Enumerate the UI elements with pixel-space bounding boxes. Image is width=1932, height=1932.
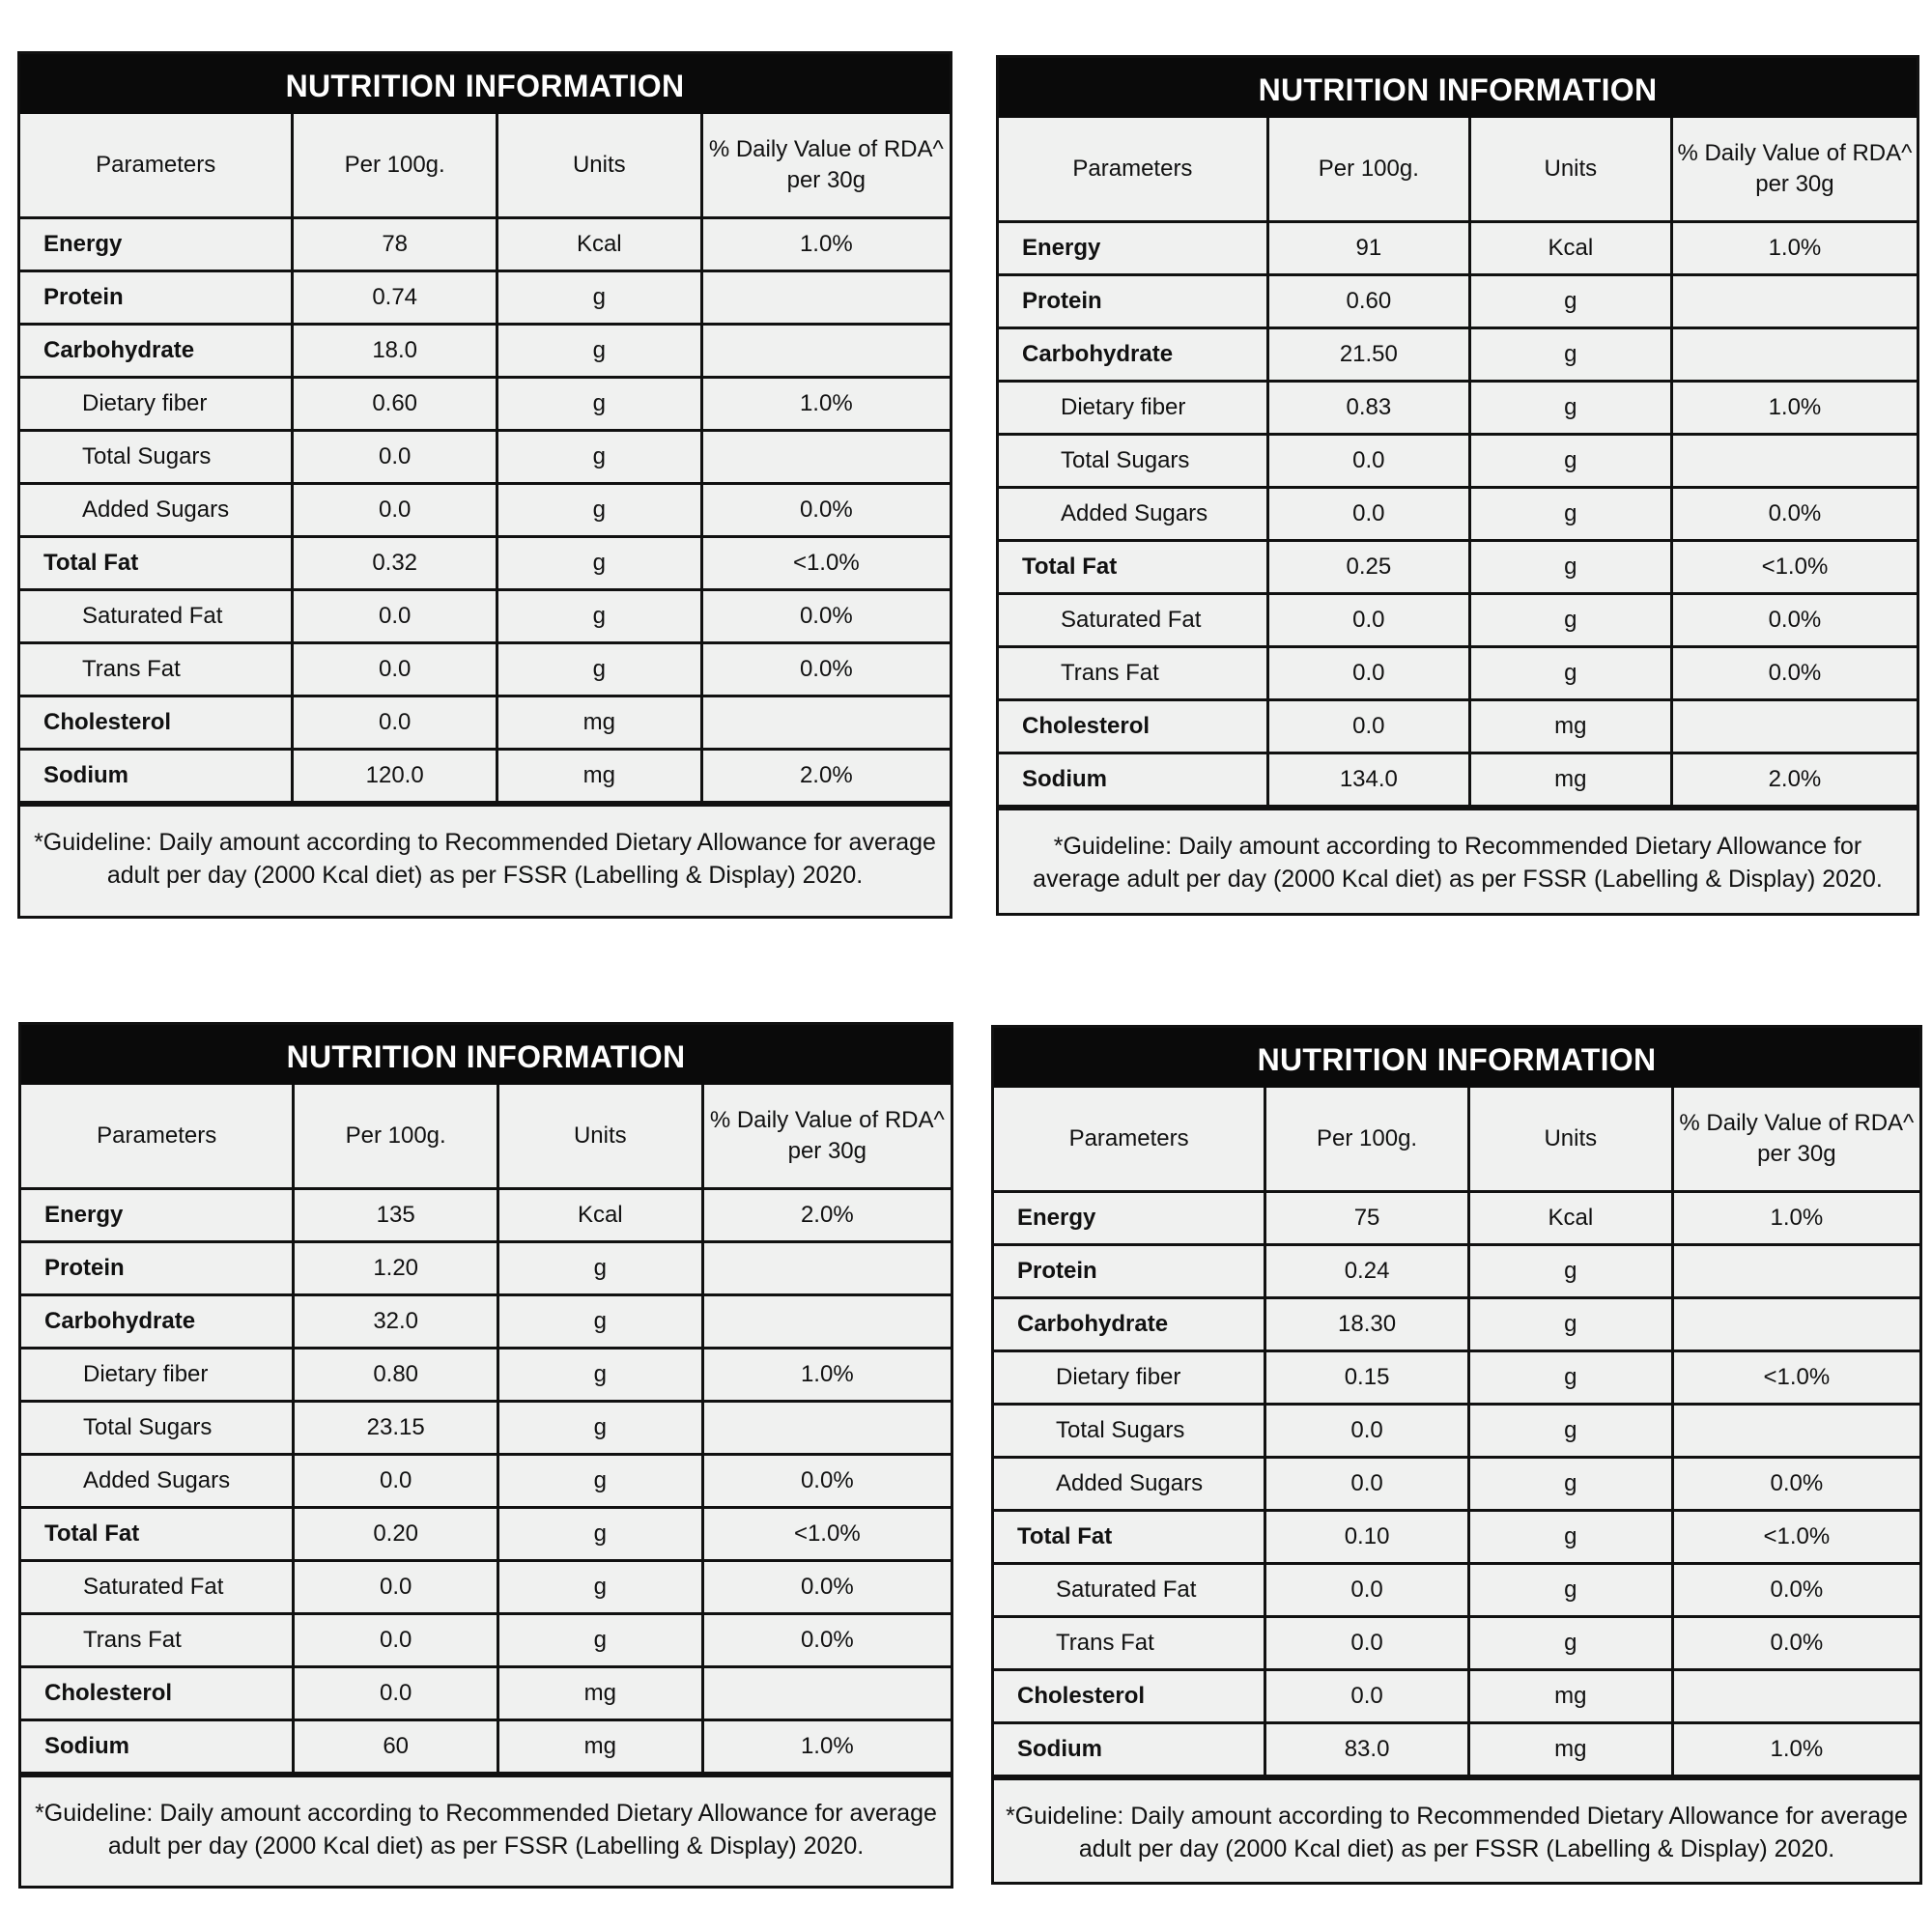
daily-value-cell: 0.0% — [701, 484, 950, 537]
header-per-100g: Per 100g. — [1265, 1088, 1469, 1192]
daily-value-cell: 2.0% — [1671, 753, 1917, 807]
per-100g-cell: 0.0 — [1265, 1670, 1469, 1723]
table-row — [994, 1511, 1919, 1564]
unit-cell: g — [497, 1614, 702, 1667]
unit-cell: g — [1468, 1511, 1672, 1564]
table-row — [21, 1295, 951, 1349]
per-100g-cell: 60 — [294, 1720, 498, 1774]
per-100g-cell: 0.24 — [1265, 1245, 1469, 1298]
unit-cell: g — [497, 1561, 702, 1614]
daily-value-cell — [702, 1667, 951, 1720]
header-units: Units — [497, 1085, 702, 1189]
table-row — [21, 1508, 951, 1561]
per-100g-cell: 75 — [1265, 1192, 1469, 1245]
header-daily-value: % Daily Value of RDA^ per 30g — [701, 114, 950, 218]
param-cell: Trans Fat — [21, 1614, 294, 1667]
unit-cell: g — [497, 378, 701, 431]
unit-cell: g — [497, 537, 701, 590]
daily-value-cell: 0.0% — [1672, 1564, 1919, 1617]
unit-cell: g — [1468, 1298, 1672, 1351]
panel-title: NUTRITION INFORMATION — [994, 1028, 1919, 1088]
table-row — [20, 590, 950, 643]
daily-value-cell: 0.0% — [1671, 647, 1917, 700]
daily-value-cell: 2.0% — [701, 750, 950, 803]
table-row — [21, 1349, 951, 1402]
param-cell: Dietary fiber — [21, 1349, 294, 1402]
param-cell: Energy — [994, 1192, 1265, 1245]
unit-cell: g — [497, 643, 701, 696]
unit-cell: mg — [497, 750, 701, 803]
daily-value-cell — [1672, 1670, 1919, 1723]
param-cell: Dietary fiber — [20, 378, 293, 431]
table-row — [999, 488, 1917, 541]
param-cell: Protein — [999, 275, 1267, 328]
table-row — [994, 1617, 1919, 1670]
table-row — [20, 378, 950, 431]
header-parameters: Parameters — [21, 1085, 294, 1189]
param-cell: Protein — [994, 1245, 1265, 1298]
daily-value-cell: 0.0% — [701, 590, 950, 643]
unit-cell: g — [497, 590, 701, 643]
daily-value-cell — [702, 1242, 951, 1295]
param-cell: Saturated Fat — [994, 1564, 1265, 1617]
per-100g-cell: 134.0 — [1267, 753, 1469, 807]
unit-cell: mg — [1469, 753, 1671, 807]
panel-title: NUTRITION INFORMATION — [21, 1025, 951, 1085]
header-per-100g: Per 100g. — [1267, 118, 1469, 222]
table-row — [999, 700, 1917, 753]
per-100g-cell: 0.60 — [293, 378, 497, 431]
table-row — [999, 753, 1917, 807]
param-cell: Carbohydrate — [20, 325, 293, 378]
table-row — [20, 750, 950, 803]
nutrition-table — [20, 114, 950, 804]
table-row — [21, 1667, 951, 1720]
param-cell: Energy — [21, 1189, 294, 1242]
per-100g-cell: 0.0 — [293, 590, 497, 643]
param-cell: Sodium — [994, 1723, 1265, 1776]
table-row — [999, 647, 1917, 700]
per-100g-cell: 0.80 — [294, 1349, 498, 1402]
table-row — [20, 537, 950, 590]
daily-value-cell — [702, 1295, 951, 1349]
unit-cell: g — [497, 1508, 702, 1561]
unit-cell: Kcal — [1469, 222, 1671, 275]
header-parameters: Parameters — [999, 118, 1267, 222]
param-cell: Sodium — [21, 1720, 294, 1774]
table-row — [999, 275, 1917, 328]
param-cell: Energy — [20, 218, 293, 271]
daily-value-cell: 0.0% — [702, 1561, 951, 1614]
panel-title: NUTRITION INFORMATION — [999, 58, 1917, 118]
unit-cell: g — [1469, 541, 1671, 594]
table-row — [994, 1458, 1919, 1511]
unit-cell: g — [1468, 1405, 1672, 1458]
unit-cell: g — [497, 1349, 702, 1402]
daily-value-cell: <1.0% — [701, 537, 950, 590]
daily-value-cell — [1672, 1298, 1919, 1351]
header-daily-value: % Daily Value of RDA^ per 30g — [1671, 118, 1917, 222]
unit-cell: g — [1469, 594, 1671, 647]
daily-value-cell: <1.0% — [1672, 1351, 1919, 1405]
unit-cell: g — [497, 1242, 702, 1295]
guideline-note: *Guideline: Daily amount according to Recommended Dietary Allowance for average adult per day (2000 Kcal diet) as per FSSR (Labelling & Display) 2020. — [994, 1777, 1919, 1865]
daily-value-cell — [1671, 275, 1917, 328]
table-row — [21, 1614, 951, 1667]
nutrition-table — [994, 1088, 1919, 1777]
unit-cell: g — [497, 1455, 702, 1508]
table-row — [994, 1723, 1919, 1776]
table-row — [21, 1189, 951, 1242]
nutrition-panel-4 — [991, 1025, 1922, 1885]
table-row — [999, 382, 1917, 435]
guideline-note: *Guideline: Daily amount according to Recommended Dietary Allowance for average adult per day (2000 Kcal diet) as per FSSR (Labelling & Display) 2020. — [21, 1775, 951, 1862]
per-100g-cell: 120.0 — [293, 750, 497, 803]
per-100g-cell: 0.0 — [293, 484, 497, 537]
guideline-note: *Guideline: Daily amount according to Recommended Dietary Allowance for average adult per day (2000 Kcal diet) as per FSSR (Labelling & Display) 2020. — [20, 804, 950, 892]
daily-value-cell: <1.0% — [702, 1508, 951, 1561]
param-cell: Saturated Fat — [21, 1561, 294, 1614]
header-units: Units — [497, 114, 701, 218]
per-100g-cell: 0.60 — [1267, 275, 1469, 328]
daily-value-cell: 1.0% — [1672, 1192, 1919, 1245]
per-100g-cell: 0.0 — [1267, 488, 1469, 541]
param-cell: Added Sugars — [999, 488, 1267, 541]
per-100g-cell: 0.0 — [293, 643, 497, 696]
per-100g-cell: 0.0 — [294, 1614, 498, 1667]
daily-value-cell — [1671, 328, 1917, 382]
header-daily-value: % Daily Value of RDA^ per 30g — [702, 1085, 951, 1189]
header-units: Units — [1468, 1088, 1672, 1192]
header-per-100g: Per 100g. — [293, 114, 497, 218]
daily-value-cell: 1.0% — [702, 1349, 951, 1402]
header-per-100g: Per 100g. — [294, 1085, 498, 1189]
param-cell: Carbohydrate — [21, 1295, 294, 1349]
unit-cell: g — [497, 325, 701, 378]
table-row — [999, 594, 1917, 647]
daily-value-cell: 0.0% — [1672, 1458, 1919, 1511]
param-cell: Added Sugars — [20, 484, 293, 537]
unit-cell: mg — [497, 1667, 702, 1720]
table-row — [999, 328, 1917, 382]
unit-cell: g — [1469, 647, 1671, 700]
unit-cell: g — [497, 271, 701, 325]
param-cell: Energy — [999, 222, 1267, 275]
per-100g-cell: 18.30 — [1265, 1298, 1469, 1351]
unit-cell: mg — [497, 696, 701, 750]
daily-value-cell — [702, 1402, 951, 1455]
param-cell: Trans Fat — [20, 643, 293, 696]
unit-cell: g — [1468, 1617, 1672, 1670]
per-100g-cell: 0.0 — [1267, 647, 1469, 700]
table-row — [21, 1720, 951, 1774]
daily-value-cell: 0.0% — [1671, 488, 1917, 541]
per-100g-cell: 0.0 — [1267, 700, 1469, 753]
table-row — [20, 218, 950, 271]
table-row — [994, 1298, 1919, 1351]
per-100g-cell: 0.10 — [1265, 1511, 1469, 1564]
per-100g-cell: 0.0 — [293, 696, 497, 750]
daily-value-cell — [701, 431, 950, 484]
per-100g-cell: 0.0 — [1267, 594, 1469, 647]
unit-cell: g — [1469, 275, 1671, 328]
table-row — [21, 1242, 951, 1295]
param-cell: Cholesterol — [999, 700, 1267, 753]
table-row — [994, 1405, 1919, 1458]
unit-cell: g — [497, 1295, 702, 1349]
per-100g-cell: 0.74 — [293, 271, 497, 325]
daily-value-cell: 0.0% — [1672, 1617, 1919, 1670]
unit-cell: g — [497, 484, 701, 537]
nutrition-panel-2 — [996, 55, 1919, 916]
unit-cell: g — [1468, 1245, 1672, 1298]
table-row — [999, 222, 1917, 275]
table-row — [20, 643, 950, 696]
param-cell: Saturated Fat — [20, 590, 293, 643]
unit-cell: g — [1468, 1351, 1672, 1405]
per-100g-cell: 0.0 — [1265, 1458, 1469, 1511]
table-row — [20, 325, 950, 378]
daily-value-cell: 1.0% — [1671, 382, 1917, 435]
daily-value-cell: 0.0% — [702, 1455, 951, 1508]
param-cell: Protein — [21, 1242, 294, 1295]
daily-value-cell — [701, 325, 950, 378]
param-cell: Cholesterol — [20, 696, 293, 750]
daily-value-cell: 1.0% — [701, 378, 950, 431]
per-100g-cell: 0.0 — [1265, 1564, 1469, 1617]
param-cell: Total Fat — [994, 1511, 1265, 1564]
param-cell: Cholesterol — [994, 1670, 1265, 1723]
table-row — [994, 1192, 1919, 1245]
daily-value-cell: 2.0% — [702, 1189, 951, 1242]
per-100g-cell: 0.25 — [1267, 541, 1469, 594]
per-100g-cell: 0.0 — [294, 1455, 498, 1508]
daily-value-cell: 1.0% — [1671, 222, 1917, 275]
param-cell: Total Sugars — [21, 1402, 294, 1455]
param-cell: Dietary fiber — [999, 382, 1267, 435]
daily-value-cell — [1672, 1405, 1919, 1458]
unit-cell: g — [497, 431, 701, 484]
param-cell: Total Sugars — [994, 1405, 1265, 1458]
daily-value-cell — [1672, 1245, 1919, 1298]
param-cell: Saturated Fat — [999, 594, 1267, 647]
table-row — [999, 435, 1917, 488]
per-100g-cell: 18.0 — [293, 325, 497, 378]
table-row — [999, 541, 1917, 594]
header-parameters: Parameters — [20, 114, 293, 218]
table-row — [21, 1402, 951, 1455]
header-parameters: Parameters — [994, 1088, 1265, 1192]
daily-value-cell: 0.0% — [701, 643, 950, 696]
per-100g-cell: 78 — [293, 218, 497, 271]
header-units: Units — [1469, 118, 1671, 222]
table-row — [994, 1351, 1919, 1405]
per-100g-cell: 1.20 — [294, 1242, 498, 1295]
nutrition-table — [21, 1085, 951, 1775]
table-row — [994, 1245, 1919, 1298]
param-cell: Sodium — [999, 753, 1267, 807]
daily-value-cell — [701, 271, 950, 325]
unit-cell: g — [1468, 1564, 1672, 1617]
param-cell: Carbohydrate — [999, 328, 1267, 382]
unit-cell: mg — [1469, 700, 1671, 753]
nutrition-table — [999, 118, 1917, 808]
daily-value-cell — [1671, 435, 1917, 488]
nutrition-panel-3 — [18, 1022, 953, 1889]
table-row — [994, 1564, 1919, 1617]
param-cell: Cholesterol — [21, 1667, 294, 1720]
unit-cell: g — [1469, 435, 1671, 488]
unit-cell: mg — [1468, 1670, 1672, 1723]
unit-cell: g — [497, 1402, 702, 1455]
per-100g-cell: 23.15 — [294, 1402, 498, 1455]
daily-value-cell: 1.0% — [702, 1720, 951, 1774]
table-row — [20, 271, 950, 325]
per-100g-cell: 32.0 — [294, 1295, 498, 1349]
unit-cell: mg — [497, 1720, 702, 1774]
param-cell: Total Fat — [999, 541, 1267, 594]
param-cell: Trans Fat — [994, 1617, 1265, 1670]
daily-value-cell: 0.0% — [1671, 594, 1917, 647]
table-row — [21, 1561, 951, 1614]
per-100g-cell: 91 — [1267, 222, 1469, 275]
unit-cell: g — [1468, 1458, 1672, 1511]
per-100g-cell: 83.0 — [1265, 1723, 1469, 1776]
header-daily-value: % Daily Value of RDA^ per 30g — [1672, 1088, 1919, 1192]
table-row — [21, 1455, 951, 1508]
daily-value-cell — [701, 696, 950, 750]
daily-value-cell: <1.0% — [1671, 541, 1917, 594]
daily-value-cell: 1.0% — [1672, 1723, 1919, 1776]
per-100g-cell: 0.0 — [294, 1561, 498, 1614]
param-cell: Carbohydrate — [994, 1298, 1265, 1351]
param-cell: Total Sugars — [999, 435, 1267, 488]
per-100g-cell: 0.0 — [294, 1667, 498, 1720]
param-cell: Trans Fat — [999, 647, 1267, 700]
guideline-note: *Guideline: Daily amount according to Recommended Dietary Allowance for average adult per day (2000 Kcal diet) as per FSSR (Labelling & Display) 2020. — [999, 808, 1917, 895]
unit-cell: g — [1469, 328, 1671, 382]
nutrition-panel-1 — [17, 51, 952, 919]
daily-value-cell: <1.0% — [1672, 1511, 1919, 1564]
per-100g-cell: 0.83 — [1267, 382, 1469, 435]
per-100g-cell: 0.0 — [1265, 1617, 1469, 1670]
unit-cell: g — [1469, 488, 1671, 541]
per-100g-cell: 0.32 — [293, 537, 497, 590]
unit-cell: g — [1469, 382, 1671, 435]
daily-value-cell: 0.0% — [702, 1614, 951, 1667]
per-100g-cell: 0.15 — [1265, 1351, 1469, 1405]
unit-cell: mg — [1468, 1723, 1672, 1776]
unit-cell: Kcal — [1468, 1192, 1672, 1245]
param-cell: Total Fat — [20, 537, 293, 590]
per-100g-cell: 135 — [294, 1189, 498, 1242]
param-cell: Added Sugars — [21, 1455, 294, 1508]
per-100g-cell: 0.0 — [293, 431, 497, 484]
table-row — [20, 431, 950, 484]
param-cell: Dietary fiber — [994, 1351, 1265, 1405]
daily-value-cell: 1.0% — [701, 218, 950, 271]
param-cell: Total Sugars — [20, 431, 293, 484]
panel-title: NUTRITION INFORMATION — [20, 54, 950, 114]
unit-cell: Kcal — [497, 218, 701, 271]
per-100g-cell: 0.0 — [1267, 435, 1469, 488]
daily-value-cell — [1671, 700, 1917, 753]
table-row — [20, 484, 950, 537]
per-100g-cell: 0.0 — [1265, 1405, 1469, 1458]
table-row — [994, 1670, 1919, 1723]
per-100g-cell: 0.20 — [294, 1508, 498, 1561]
param-cell: Total Fat — [21, 1508, 294, 1561]
per-100g-cell: 21.50 — [1267, 328, 1469, 382]
param-cell: Protein — [20, 271, 293, 325]
unit-cell: Kcal — [497, 1189, 702, 1242]
table-row — [20, 696, 950, 750]
param-cell: Sodium — [20, 750, 293, 803]
param-cell: Added Sugars — [994, 1458, 1265, 1511]
